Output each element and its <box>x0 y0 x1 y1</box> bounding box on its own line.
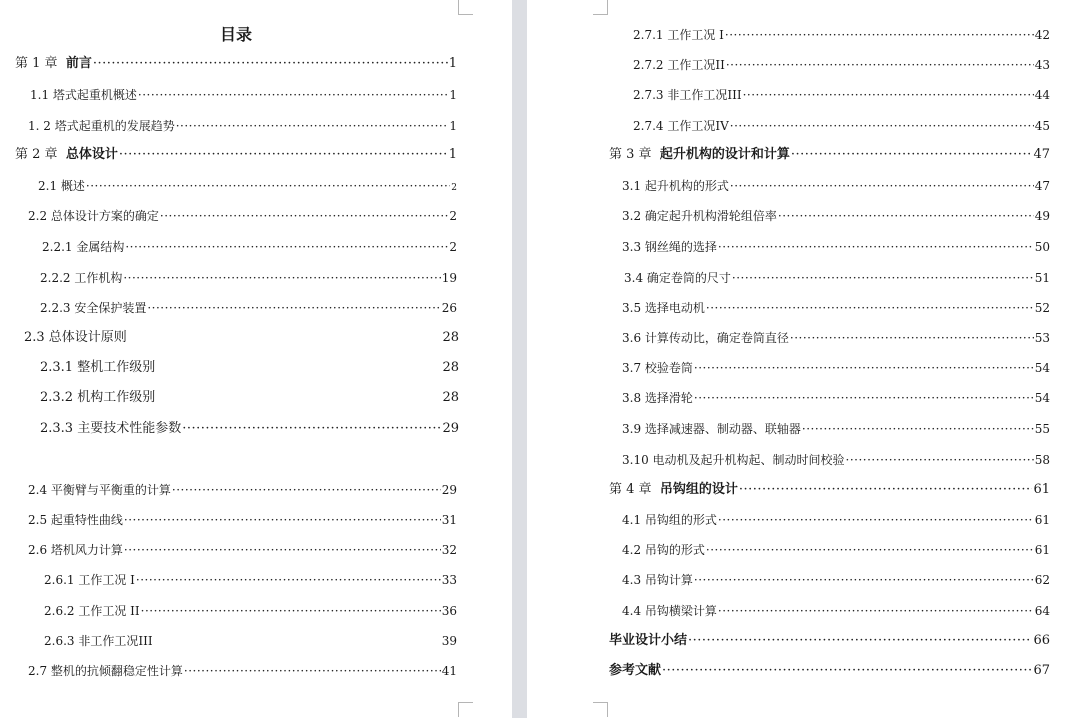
dot-leader <box>694 360 1034 376</box>
dot-leader <box>706 300 1034 316</box>
page-number: 26 <box>441 301 457 315</box>
toc-entry-chapter[interactable] <box>609 147 1050 163</box>
toc-entry[interactable] <box>633 118 1050 134</box>
toc-entry[interactable] <box>40 360 459 376</box>
page-number: 29 <box>442 421 459 436</box>
page-number: 28 <box>442 360 459 375</box>
page-number: 2 <box>451 183 457 193</box>
entry-label: 3.8 选择滑轮 <box>622 391 693 405</box>
chapter-number: 第 4 章 <box>609 482 652 497</box>
entry-label: 2.6.3 非工作工况III <box>44 634 153 648</box>
entry-label: 2.7.1 工作工况 I <box>633 28 724 42</box>
toc-entry[interactable] <box>622 603 1050 619</box>
page-number: 51 <box>1034 271 1050 285</box>
toc-entry[interactable] <box>622 300 1050 316</box>
page-number: 45 <box>1034 119 1050 133</box>
dot-leader <box>778 208 1034 224</box>
chapter-number: 第 3 章 <box>609 147 652 162</box>
toc-entry[interactable] <box>28 663 457 679</box>
toc-entry[interactable] <box>28 118 457 134</box>
dot-leader <box>93 56 448 72</box>
page-number: 67 <box>1033 663 1050 678</box>
toc-entry[interactable] <box>622 421 1050 437</box>
entry-label: 2.2.1 金属结构 <box>42 240 125 254</box>
toc-entry[interactable] <box>28 208 457 224</box>
page-number: 54 <box>1034 361 1050 375</box>
toc-entry-chapter[interactable] <box>609 482 1050 498</box>
toc-entry[interactable] <box>40 300 457 316</box>
dot-leader <box>694 572 1034 588</box>
page-number: 19 <box>441 271 457 285</box>
toc-entry[interactable] <box>24 330 459 346</box>
entry-label: 3.1 起升机构的形式 <box>622 179 729 193</box>
entry-label: 毕业设计小结 <box>609 633 688 648</box>
dot-leader <box>125 239 448 255</box>
toc-entry[interactable] <box>38 178 457 196</box>
crop-mark <box>593 702 608 717</box>
dot-leader <box>138 87 448 103</box>
page-number: 39 <box>441 634 457 648</box>
dot-leader <box>791 147 1033 163</box>
page-number: 61 <box>1034 543 1050 557</box>
entry-label: 4.3 吊钩计算 <box>622 573 693 587</box>
entry-label: 1.1 塔式起重机概述 <box>30 88 137 102</box>
page-number: 49 <box>1034 209 1050 223</box>
page-number: 1 <box>449 88 457 102</box>
toc-page-right <box>527 0 1067 718</box>
toc-title: 目录 <box>219 25 252 44</box>
page-number: 28 <box>442 330 459 345</box>
page-number: 33 <box>441 573 457 587</box>
dot-leader <box>86 178 450 194</box>
dot-leader <box>124 512 441 528</box>
dot-leader <box>743 87 1034 103</box>
entry-label: 2.6.2 工作工况 II <box>44 604 140 618</box>
toc-entry[interactable] <box>28 512 457 528</box>
entry-label: 3.7 校验卷筒 <box>622 361 693 375</box>
toc-entry[interactable] <box>40 421 459 437</box>
toc-entry[interactable] <box>622 512 1050 528</box>
page-number: 44 <box>1034 88 1050 102</box>
dot-leader <box>172 482 441 498</box>
toc-entry-chapter[interactable] <box>609 663 1050 679</box>
entry-label: 2.1 概述 <box>38 179 85 193</box>
page-number: 1 <box>448 56 457 71</box>
dot-leader <box>718 603 1034 619</box>
page-number: 52 <box>1034 301 1050 315</box>
entry-label: 2.7.4 工作工况IV <box>633 119 729 133</box>
toc-entry-chapter[interactable] <box>15 56 457 72</box>
toc-entry[interactable] <box>624 270 1050 286</box>
toc-entry-chapter[interactable] <box>15 147 457 163</box>
dot-leader <box>718 239 1034 255</box>
entry-label: 起升机构的设计和计算 <box>659 147 790 162</box>
entry-label: 2.7.3 非工作工况III <box>633 88 742 102</box>
dot-leader <box>718 512 1034 528</box>
page-number: 43 <box>1034 58 1050 72</box>
toc-entry[interactable] <box>622 572 1050 588</box>
entry-label: 2.7 整机的抗倾翻稳定性计算 <box>28 664 183 678</box>
chapter-number: 第 1 章 <box>15 56 58 71</box>
entry-label: 4.2 吊钩的形式 <box>622 543 705 557</box>
toc-entry[interactable] <box>44 633 457 649</box>
dot-leader <box>739 482 1033 498</box>
dot-leader <box>846 452 1034 468</box>
entry-label: 2.3.1 整机工作级别 <box>40 360 156 375</box>
toc-entry[interactable] <box>28 542 457 558</box>
dot-leader <box>732 270 1034 286</box>
entry-label: 2.5 起重特性曲线 <box>28 513 123 527</box>
crop-mark <box>593 0 608 15</box>
toc-entry-chapter[interactable] <box>609 633 1050 649</box>
entry-label: 总体设计 <box>65 147 118 162</box>
entry-label: 参考文献 <box>609 663 662 678</box>
dot-leader <box>694 390 1034 406</box>
toc-entry[interactable] <box>633 27 1050 43</box>
dot-leader <box>802 421 1034 437</box>
entry-label: 3.10 电动机及起升机构起、制动时间校验 <box>622 453 845 467</box>
toc-entry[interactable] <box>622 390 1050 406</box>
toc-entry[interactable] <box>622 239 1050 255</box>
page-number: 31 <box>441 513 457 527</box>
page-number: 66 <box>1033 633 1050 648</box>
page-number: 36 <box>441 604 457 618</box>
entry-label: 3.2 确定起升机构滑轮组倍率 <box>622 209 777 223</box>
toc-entry[interactable] <box>44 603 457 619</box>
entry-label: 2.6.1 工作工况 I <box>44 573 135 587</box>
entry-label: 3.9 选择减速器、制动器、联轴器 <box>622 422 801 436</box>
toc-entry[interactable] <box>622 542 1050 558</box>
dot-leader <box>730 118 1034 134</box>
page-gutter <box>512 0 527 718</box>
entry-label: 3.5 选择电动机 <box>622 301 705 315</box>
entry-label: 2.3 总体设计原则 <box>24 330 127 345</box>
dot-leader <box>176 118 449 134</box>
toc-entry[interactable] <box>40 390 459 406</box>
page-number: 1 <box>448 147 457 162</box>
dot-leader <box>790 330 1034 346</box>
entry-label: 4.4 吊钩横梁计算 <box>622 604 717 618</box>
page-number: 28 <box>442 390 459 405</box>
entry-label: 前言 <box>65 56 92 71</box>
dot-leader <box>136 572 441 588</box>
page-number: 2 <box>449 209 457 223</box>
page-number: 2 <box>449 240 457 254</box>
dot-leader <box>119 147 448 163</box>
page-number: 50 <box>1034 240 1050 254</box>
dot-leader <box>147 300 440 316</box>
page-number: 55 <box>1034 422 1050 436</box>
crop-mark <box>458 702 473 717</box>
dot-leader <box>184 663 441 679</box>
dot-leader <box>141 603 441 619</box>
entry-label: 2.2.3 安全保护装置 <box>40 301 147 315</box>
page-number: 42 <box>1034 28 1050 42</box>
toc-entry[interactable] <box>622 360 1050 376</box>
entry-label: 3.3 钢丝绳的选择 <box>622 240 717 254</box>
dot-leader <box>725 27 1034 43</box>
toc-entry[interactable] <box>633 87 1050 103</box>
entry-label: 2.7.2 工作工况II <box>633 58 725 72</box>
toc-entry[interactable] <box>28 482 457 498</box>
crop-mark <box>458 0 473 15</box>
entry-label: 吊钩组的设计 <box>659 482 738 497</box>
entry-label: 4.1 吊钩组的形式 <box>622 513 717 527</box>
toc-entry[interactable] <box>622 178 1050 194</box>
page-number: 47 <box>1034 179 1050 193</box>
page-number: 32 <box>441 543 457 557</box>
toc-entry[interactable] <box>633 57 1050 73</box>
page-number: 64 <box>1034 604 1050 618</box>
entry-label: 2.4 平衡臂与平衡重的计算 <box>28 483 171 497</box>
dot-leader <box>662 663 1032 679</box>
page-number: 29 <box>441 483 457 497</box>
dot-leader <box>706 542 1034 558</box>
entry-label: 2.2 总体设计方案的确定 <box>28 209 159 223</box>
dot-leader <box>182 421 441 437</box>
dot-leader <box>730 178 1034 194</box>
page-number: 54 <box>1034 391 1050 405</box>
dot-leader <box>726 57 1034 73</box>
page-number: 1 <box>449 119 457 133</box>
toc-entry[interactable] <box>622 330 1050 346</box>
entry-label: 2.2.2 工作机构 <box>40 271 123 285</box>
entry-label: 2.6 塔机风力计算 <box>28 543 123 557</box>
entry-label: 2.3.2 机构工作级别 <box>40 390 156 405</box>
page-number: 61 <box>1034 513 1050 527</box>
page-number: 61 <box>1033 482 1050 497</box>
page-number: 53 <box>1034 331 1050 345</box>
dot-leader <box>124 542 441 558</box>
dot-leader <box>688 633 1032 649</box>
page-number: 47 <box>1033 147 1050 162</box>
page-number: 62 <box>1034 573 1050 587</box>
dot-leader <box>160 208 448 224</box>
page-number: 41 <box>441 664 457 678</box>
entry-label: 3.6 计算传动比，确定卷筒直径 <box>622 331 789 345</box>
toc-entry[interactable] <box>40 270 457 286</box>
entry-label: 2.3.3 主要技术性能参数 <box>40 421 182 436</box>
chapter-number: 第 2 章 <box>15 147 58 162</box>
entry-label: 1. 2 塔式起重机的发展趋势 <box>28 119 175 133</box>
dot-leader <box>123 270 440 286</box>
toc-entry[interactable] <box>622 452 1050 468</box>
toc-entry[interactable] <box>44 572 457 588</box>
toc-entry[interactable] <box>42 239 457 255</box>
toc-entry[interactable] <box>30 87 457 103</box>
toc-page-left <box>0 0 512 718</box>
entry-label: 3.4 确定卷筒的尺寸 <box>624 271 731 285</box>
toc-entry[interactable] <box>622 208 1050 224</box>
page-number: 58 <box>1034 453 1050 467</box>
